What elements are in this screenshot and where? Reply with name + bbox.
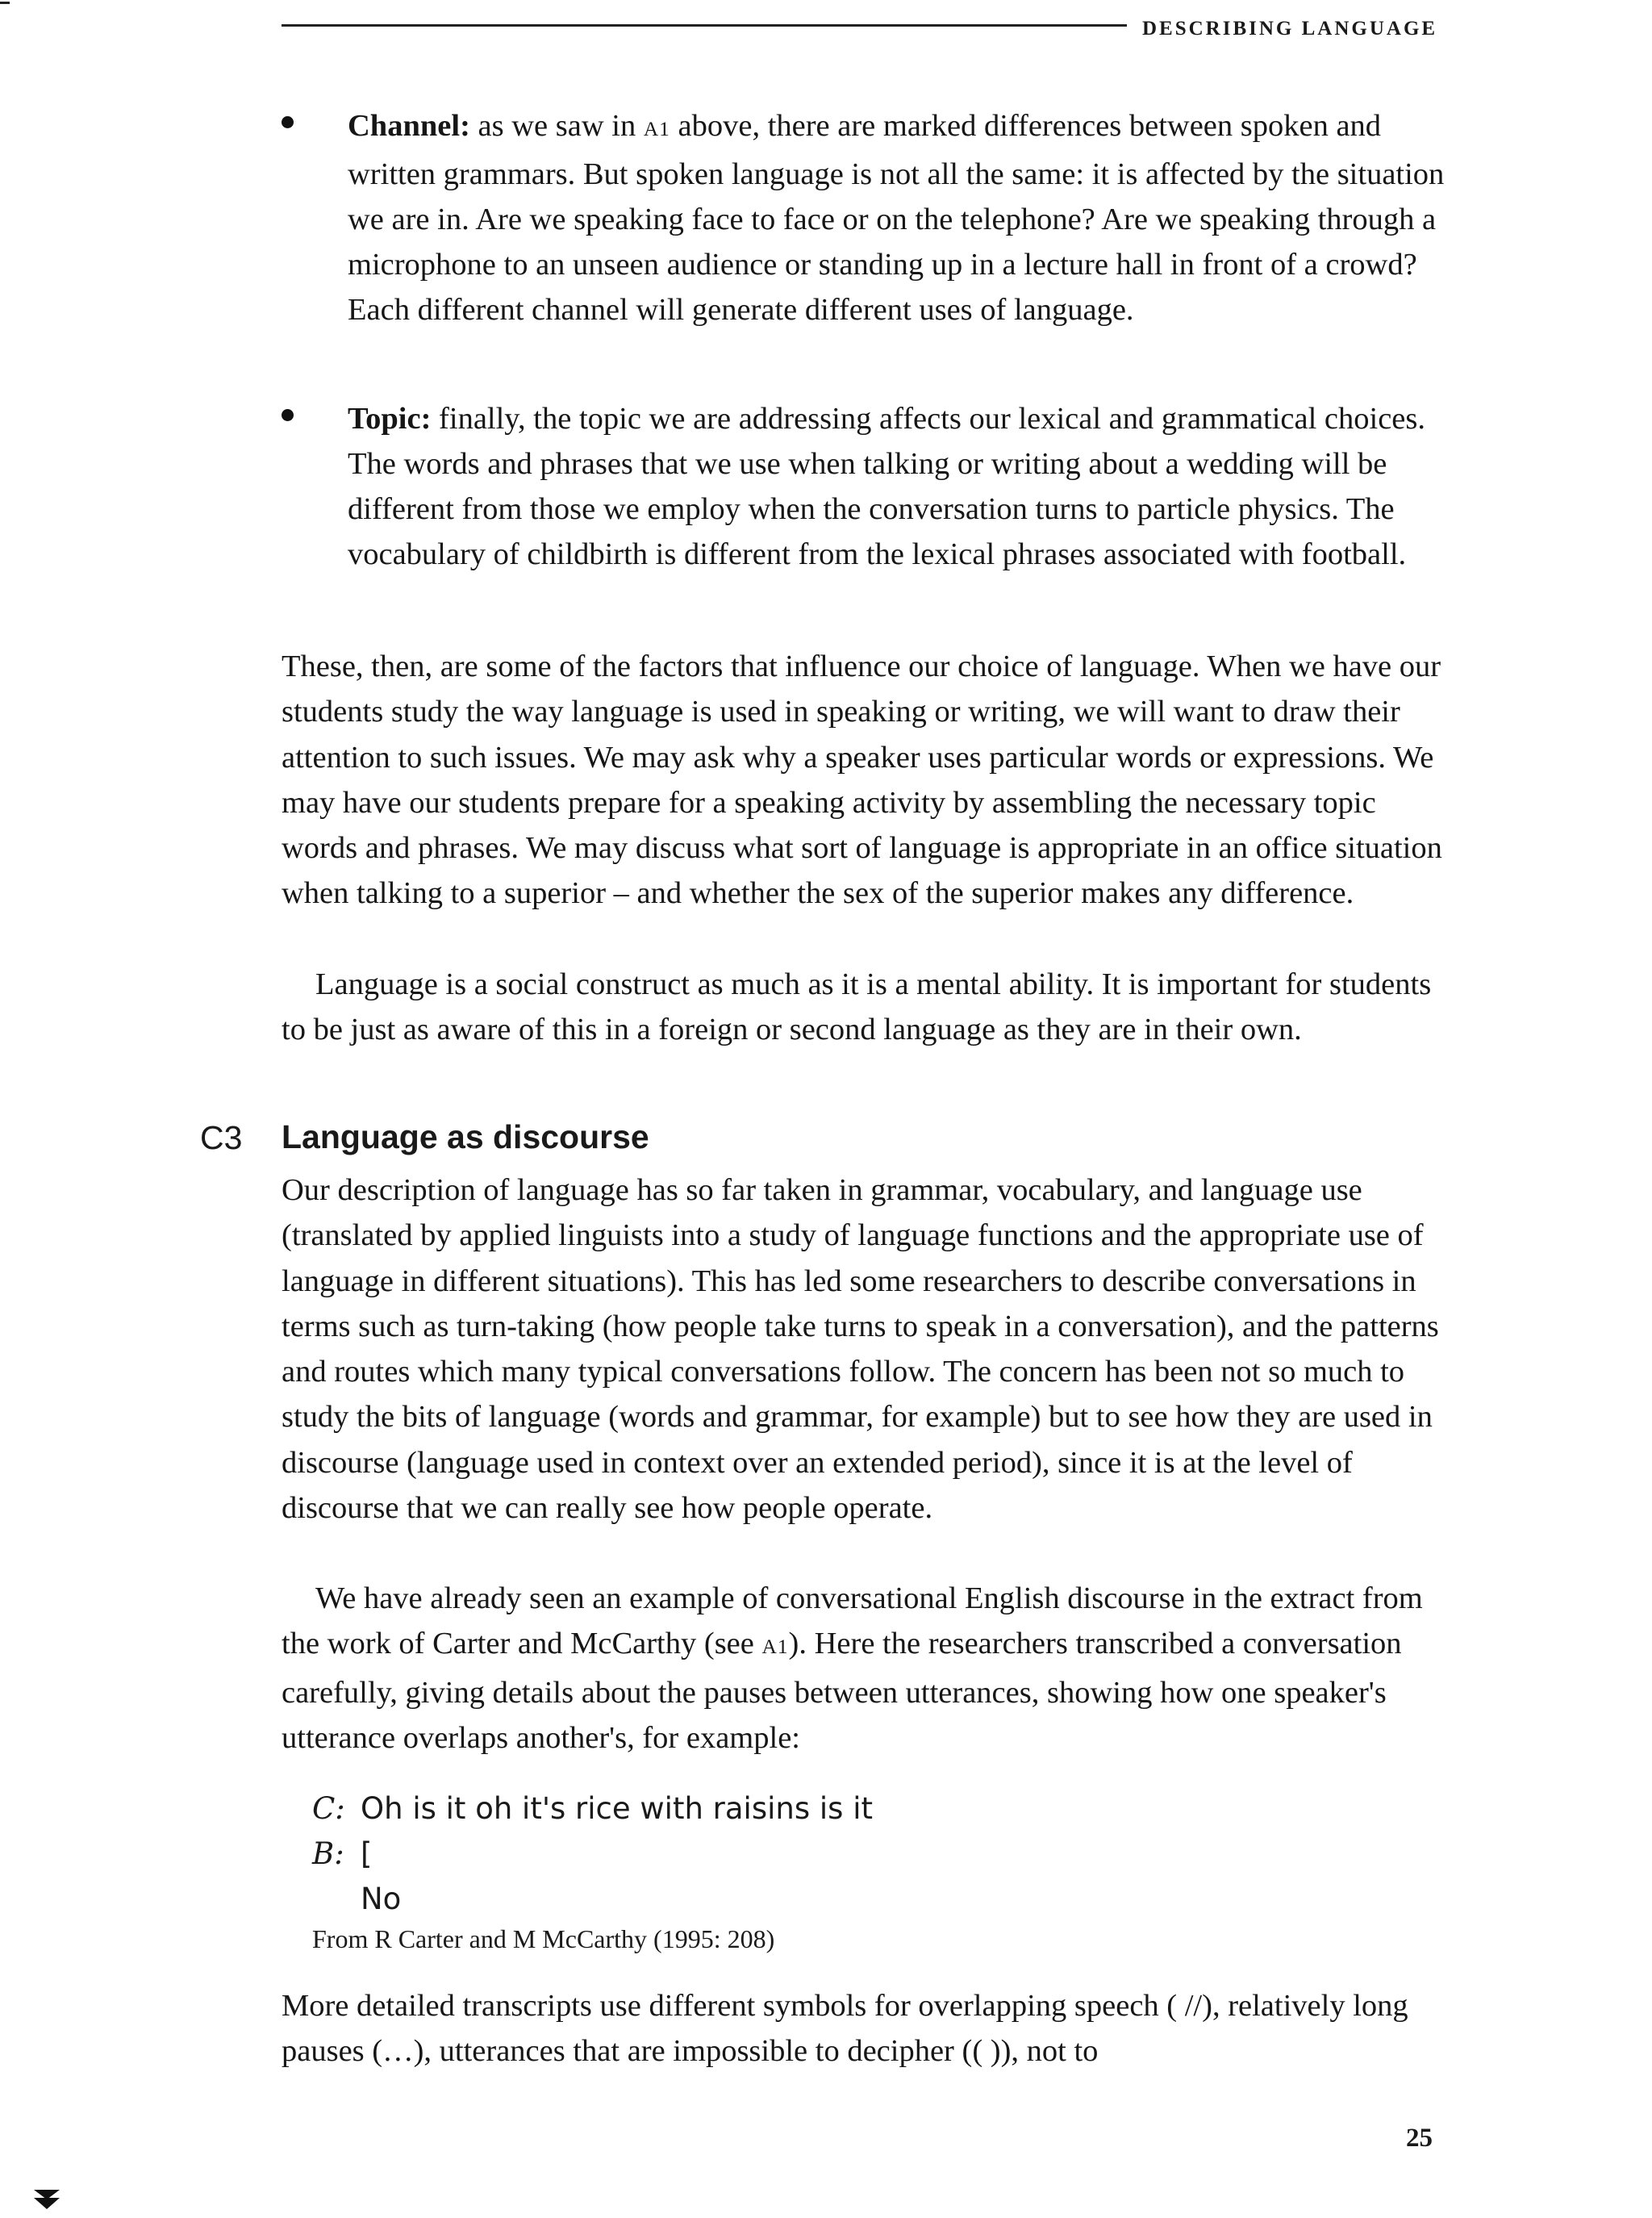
transcript-line: C: Oh is it oh it's rice with raisins is it bbox=[312, 1791, 873, 1826]
corner-tick bbox=[0, 2, 10, 4]
corner-arrow-icon bbox=[32, 2188, 61, 2211]
paragraph-transcript-symbols: More detailed transcripts use different symbols for overlapping speech ( //), relatively long pauses (…), utterances that are impossible to decipher (( )), not to bbox=[282, 1989, 1408, 2069]
page-number: 25 bbox=[1406, 2124, 1433, 2153]
cross-ref-a1: A1 bbox=[761, 1635, 789, 1659]
paragraph-factors: These, then, are some of the factors that influence our choice of language. When we have our students study the way language is used in speaking or writing, we will want to draw their attention to such issues. We may ask why a speaker uses particular words or expressions. We may have our students prepare for a speaking activity by assembling the necessary topic words and phrases. We may discuss what sort of language is appropriate in an office situation when talking to a superior – and whether the sex of the superior makes any difference. bbox=[282, 650, 1442, 911]
term-topic: Topic: bbox=[348, 402, 432, 436]
paragraph-social-construct: Language is a social construct as much as it is a mental ability. It is important for students to be just as aware of this in a foreign or second language as they are in their own. bbox=[282, 967, 1432, 1047]
cross-ref-a1: A1 bbox=[643, 118, 670, 140]
transcript-source: From R Carter and M McCarthy (1995: 208) bbox=[312, 1924, 775, 1953]
section-title: Language as discourse bbox=[282, 1118, 649, 1155]
bullet-dot bbox=[282, 409, 294, 421]
term-channel: Channel: bbox=[348, 109, 470, 143]
transcript-line: B: [ bbox=[312, 1836, 373, 1871]
header-rule bbox=[282, 24, 1127, 27]
bullet-channel-text: Channel: as we saw in A1 above, there are marked differences between spoken and written grammars. But spoken language is not all the same: it is affected by the situation we are in. Are we speaking face to face or on the telephone? Are we speaking through a microphone to an unseen audience or standing up in a lecture hall in front of a crowd? Each different channel will generate different uses of language. bbox=[348, 109, 1445, 327]
bullet-channel bbox=[282, 103, 1451, 332]
transcript-line: No bbox=[361, 1882, 402, 1916]
section-number: C3 bbox=[200, 1119, 243, 1156]
running-head: DESCRIBING LANGUAGE bbox=[1142, 18, 1438, 40]
paragraph-carter-mccarthy: We have already seen an example of conversational English discourse in the extract from the work of Carter and McCarthy (see A1). Here the researchers transcribed a conversation carefully, giving details about the pauses between utterances, showing how one speaker's utterance overlaps another's, for example: bbox=[282, 1581, 1423, 1755]
bullet-topic-text: Topic: finally, the topic we are addressing affects our lexical and grammatical choices. The words and phrases that we use when talking or writing about a wedding will be different from those we employ when the conversation turns to particle physics. The vocabulary of childbirth is different from the lexical phrases associated with football. bbox=[348, 402, 1425, 571]
paragraph-discourse-intro: Our description of language has so far taken in grammar, vocabulary, and language use (translated by applied linguists into a study of language functions and the appropriate use of language in different situations). This has led some researchers to describe conversations in terms such as turn-taking (how people take turns to speak in a conversation), and the patterns and routes which many typical conversations follow. The concern has been not so much to study the bits of language (words and grammar, for example) but to see how they are used in discourse (language used in context over an extended period), since it is at the level of discourse that we can really see how people operate. bbox=[282, 1173, 1439, 1526]
bullet-topic bbox=[282, 396, 1451, 577]
bullet-dot bbox=[282, 116, 294, 128]
